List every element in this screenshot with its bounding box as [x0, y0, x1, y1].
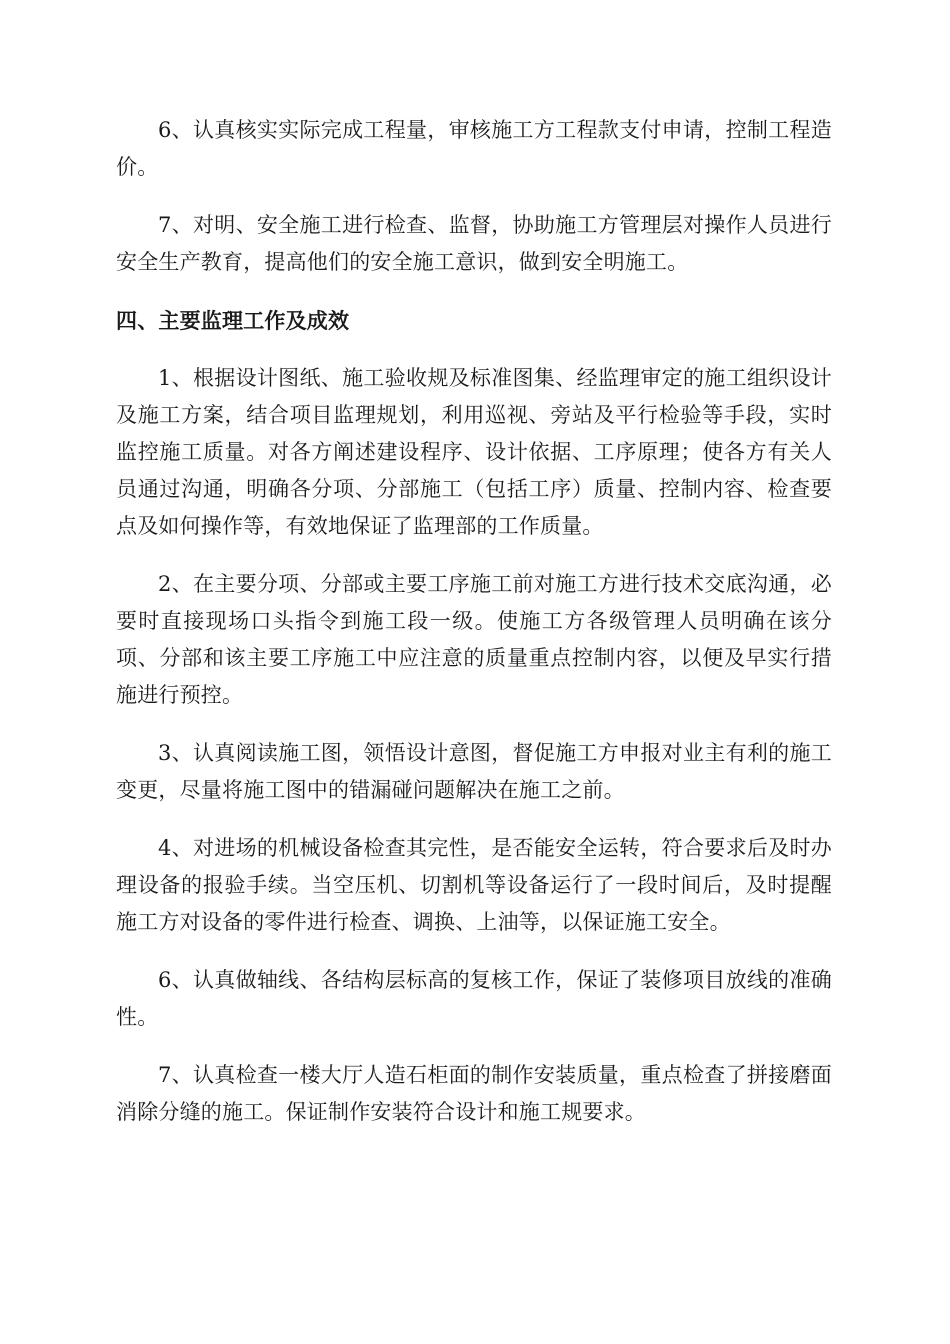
paragraph-item-2-technical-briefing: 2、在主要分项、分部或主要工序施工前对施工方进行技术交底沟通，必要时直接现场口头指令到施工段一级。使施工方各级管理人员明确在该分项、分部和该主要工序施工中应注意的质量重点控制内容，以便及早实行措施进行预控。: [116, 572, 832, 707]
section-heading: 四、主要监理工作及成效: [116, 308, 350, 333]
document-page: [116, 112, 832, 1152]
paragraph-item-3-drawing-review: 3、认真阅读施工图，领悟设计意图，督促施工方申报对业主有利的施工变更，尽量将施工图中的错漏碰问题解决在施工之前。: [116, 741, 832, 802]
paragraph-item-1-quality-monitoring: 1、根据设计图纸、施工验收规及标准图集、经监理审定的施工组织设计及施工方案，结合项目监理规划，利用巡视、旁站及平行检验等手段，实时监控施工质量。对各方阐述建设程序、设计依据、工序原理；使各方有关人员通过沟通，明确各分项、分部施工（包括工序）质量、控制内容、检查要点及如何操作等，有效地保证了监理部的工作质量。: [116, 366, 832, 538]
paragraph-item-6-axis-verification: 6、认真做轴线、各结构层标高的复核工作，保证了装修项目放线的准确性。: [116, 968, 832, 1029]
paragraph-item-7-safety-inspection: 7、对明、安全施工进行检查、监督，协助施工方管理层对操作人员进行安全生产教育，提高他们的安全施工意识，做到安全明施工。: [116, 213, 832, 274]
paragraph-item-6-cost-control: 6、认真核实实际完成工程量，审核施工方工程款支付申请，控制工程造价。: [116, 118, 832, 179]
paragraph-item-4-equipment-check: 4、对进场的机械设备检查其完性，是否能安全运转，符合要求后及时办理设备的报验手续。当空压机、切割机等设备运行了一段时间后，及时提醒施工方对设备的零件进行检查、调换、上油等，以保证施工安全。: [116, 836, 832, 934]
paragraph-item-7-counter-inspection: 7、认真检查一楼大厅人造石柜面的制作安装质量，重点检查了拼接磨面消除分缝的施工。保证制作安装符合设计和施工规要求。: [116, 1063, 832, 1124]
